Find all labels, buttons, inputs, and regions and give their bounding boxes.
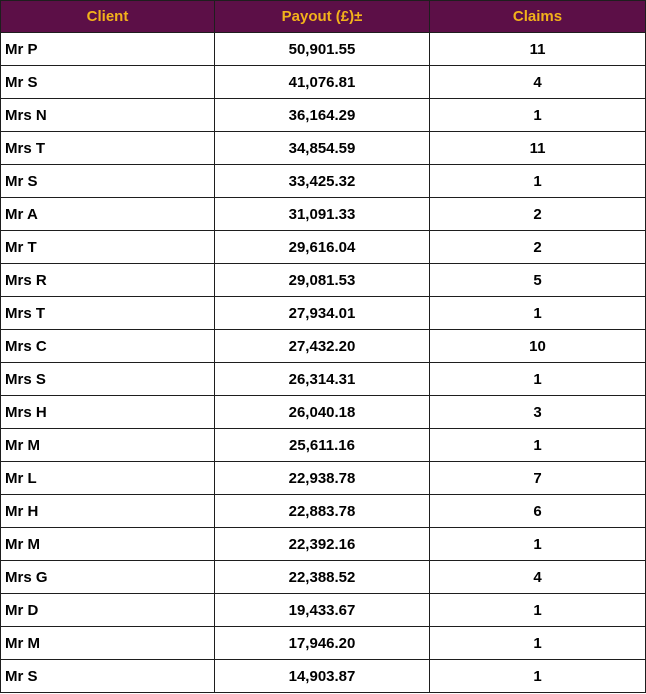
client-cell: Mr D (1, 594, 215, 627)
table-row (1, 264, 646, 297)
table-row (1, 660, 646, 693)
payout-cell: 33,425.32 (215, 165, 430, 198)
payout-cell: 17,946.20 (215, 627, 430, 660)
client-cell: Mr S (1, 66, 215, 99)
column-header-client: Client (1, 1, 215, 33)
client-cell: Mrs N (1, 99, 215, 132)
client-cell: Mr M (1, 429, 215, 462)
claims-cell: 1 (430, 528, 646, 561)
client-cell: Mr S (1, 660, 215, 693)
claims-cell: 11 (430, 132, 646, 165)
table-row (1, 132, 646, 165)
payout-cell: 29,616.04 (215, 231, 430, 264)
table-row (1, 33, 646, 66)
client-cell: Mr S (1, 165, 215, 198)
payout-cell: 31,091.33 (215, 198, 430, 231)
payout-cell: 27,934.01 (215, 297, 430, 330)
table-header (1, 1, 646, 33)
payout-cell: 26,314.31 (215, 363, 430, 396)
client-cell: Mr A (1, 198, 215, 231)
claims-cell: 10 (430, 330, 646, 363)
client-cell: Mrs S (1, 363, 215, 396)
payout-cell: 36,164.29 (215, 99, 430, 132)
table-body (1, 33, 646, 693)
payout-cell: 22,883.78 (215, 495, 430, 528)
table-row (1, 495, 646, 528)
payout-cell: 14,903.87 (215, 660, 430, 693)
claims-cell: 1 (430, 660, 646, 693)
payout-cell: 22,392.16 (215, 528, 430, 561)
claims-cell: 6 (430, 495, 646, 528)
payout-cell: 22,388.52 (215, 561, 430, 594)
column-header-claims: Claims (430, 1, 646, 33)
table-row (1, 99, 646, 132)
table-row (1, 528, 646, 561)
claims-cell: 1 (430, 429, 646, 462)
payout-cell: 29,081.53 (215, 264, 430, 297)
claims-cell: 5 (430, 264, 646, 297)
client-cell: Mrs C (1, 330, 215, 363)
client-cell: Mr H (1, 495, 215, 528)
claims-cell: 1 (430, 594, 646, 627)
claims-cell: 4 (430, 561, 646, 594)
table-row (1, 165, 646, 198)
table-row (1, 198, 646, 231)
table-row (1, 594, 646, 627)
payout-cell: 41,076.81 (215, 66, 430, 99)
claims-cell: 3 (430, 396, 646, 429)
client-cell: Mrs H (1, 396, 215, 429)
client-cell: Mrs T (1, 132, 215, 165)
claims-cell: 1 (430, 99, 646, 132)
client-cell: Mrs T (1, 297, 215, 330)
table-row (1, 363, 646, 396)
client-cell: Mrs R (1, 264, 215, 297)
claims-cell: 1 (430, 165, 646, 198)
claims-cell: 1 (430, 627, 646, 660)
client-cell: Mr M (1, 627, 215, 660)
table-row (1, 627, 646, 660)
payout-cell: 34,854.59 (215, 132, 430, 165)
payout-cell: 27,432.20 (215, 330, 430, 363)
payout-cell: 26,040.18 (215, 396, 430, 429)
table-row (1, 396, 646, 429)
header-row (1, 1, 646, 33)
table-row (1, 297, 646, 330)
claims-cell: 4 (430, 66, 646, 99)
table-row (1, 462, 646, 495)
client-cell: Mrs G (1, 561, 215, 594)
claims-cell: 7 (430, 462, 646, 495)
table-row (1, 561, 646, 594)
payout-cell: 19,433.67 (215, 594, 430, 627)
payout-cell: 25,611.16 (215, 429, 430, 462)
client-cell: Mr P (1, 33, 215, 66)
payout-cell: 50,901.55 (215, 33, 430, 66)
client-cell: Mr T (1, 231, 215, 264)
column-header-payout: Payout (£)± (215, 1, 430, 33)
table-row (1, 429, 646, 462)
table-row (1, 231, 646, 264)
client-cell: Mr M (1, 528, 215, 561)
claims-cell: 2 (430, 231, 646, 264)
claims-cell: 2 (430, 198, 646, 231)
client-cell: Mr L (1, 462, 215, 495)
claims-cell: 1 (430, 363, 646, 396)
table-row (1, 330, 646, 363)
claims-cell: 11 (430, 33, 646, 66)
claims-cell: 1 (430, 297, 646, 330)
table-row (1, 66, 646, 99)
payout-cell: 22,938.78 (215, 462, 430, 495)
